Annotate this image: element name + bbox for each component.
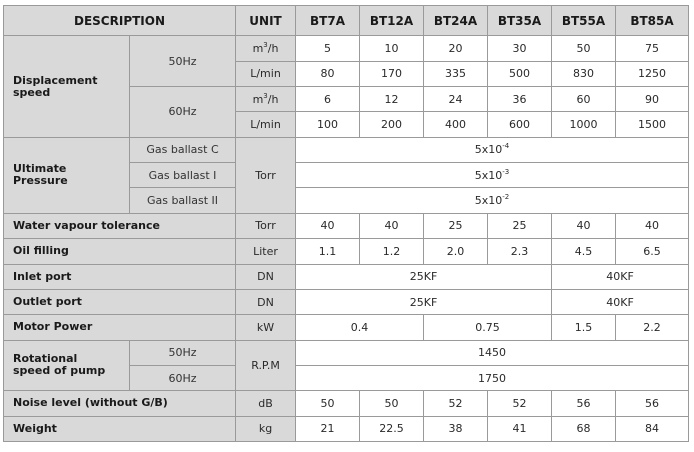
cell-value: 52 (488, 391, 552, 416)
oil-filling-row (4, 239, 689, 264)
header-model: BT12A (360, 6, 424, 36)
displacement-50hz-label: 50Hz (130, 36, 236, 87)
ultimate-pressure-label: Ultimate Pressure (4, 137, 130, 213)
outlet-port-label: Outlet port (4, 289, 236, 314)
cell-value: 600 (488, 112, 552, 137)
cell-value: 200 (360, 112, 424, 137)
spec-table (3, 5, 689, 442)
ultimate-row-c (4, 137, 689, 162)
weight-label: Weight (4, 416, 236, 441)
cell-value: 60 (552, 87, 616, 112)
ultimate-unit: Torr (236, 137, 296, 213)
inlet-port-unit: DN (236, 264, 296, 289)
rotational-50hz-label: 50Hz (130, 340, 236, 365)
cell-value: 2.0 (424, 239, 488, 264)
inlet-port-small: 25KF (296, 264, 552, 289)
inlet-port-label: Inlet port (4, 264, 236, 289)
ultimate-value: $5x10^{-4}$ (296, 137, 689, 162)
cell-value: 90 (616, 87, 689, 112)
unit-lmin: L/min (236, 112, 296, 137)
header-model: BT24A (424, 6, 488, 36)
unit-m3h: $m^3/h$ (236, 87, 296, 112)
header-model: BT55A (552, 6, 616, 36)
cell-value: 2.3 (488, 239, 552, 264)
cell-value: 25 (488, 213, 552, 238)
noise-level-row (4, 391, 689, 416)
cell-value: 56 (616, 391, 689, 416)
cell-value: 30 (488, 36, 552, 61)
cell-value: 400 (424, 112, 488, 137)
unit-lmin: L/min (236, 61, 296, 86)
inlet-port-large: 40KF (552, 264, 689, 289)
weight-row (4, 416, 689, 441)
rotational-60hz-value: 1750 (296, 365, 689, 390)
cell-value: 36 (488, 87, 552, 112)
inlet-port-row (4, 264, 689, 289)
cell-value: 6.5 (616, 239, 689, 264)
cell-value: 52 (424, 391, 488, 416)
cell-value: 40 (296, 213, 360, 238)
water-vapour-row (4, 213, 689, 238)
displacement-50hz-m3h-row (4, 36, 689, 61)
gas-ballast-label: Gas ballast C (130, 137, 236, 162)
cell-value: 170 (360, 61, 424, 86)
gas-ballast-label: Gas ballast II (130, 188, 236, 213)
displacement-label: Displacement speed (4, 36, 130, 137)
header-unit: UNIT (236, 6, 296, 36)
cell-value: 75 (616, 36, 689, 61)
noise-level-label: Noise level (without G/B) (4, 391, 236, 416)
rotational-unit: R.P.M (236, 340, 296, 391)
cell-value: 24 (424, 87, 488, 112)
weight-unit: kg (236, 416, 296, 441)
cell-value: 25 (424, 213, 488, 238)
noise-level-unit: dB (236, 391, 296, 416)
cell-value: 1.5 (552, 315, 616, 340)
ultimate-value: $5x10^{-2}$ (296, 188, 689, 213)
cell-value: 50 (360, 391, 424, 416)
cell-value: 38 (424, 416, 488, 441)
water-vapour-unit: Torr (236, 213, 296, 238)
cell-value: 2.2 (616, 315, 689, 340)
cell-value: 22.5 (360, 416, 424, 441)
outlet-port-large: 40KF (552, 289, 689, 314)
outlet-port-unit: DN (236, 289, 296, 314)
header-model: BT7A (296, 6, 360, 36)
cell-value: 84 (616, 416, 689, 441)
cell-value: 830 (552, 61, 616, 86)
header-model: BT85A (616, 6, 689, 36)
motor-power-label: Motor Power (4, 315, 236, 340)
cell-value: 1.1 (296, 239, 360, 264)
header-description: DESCRIPTION (4, 6, 236, 36)
rotational-50hz-value: 1450 (296, 340, 689, 365)
unit-m3h: $m^3/h$ (236, 36, 296, 61)
ultimate-value: $5x10^{-3}$ (296, 163, 689, 188)
cell-value: 0.4 (296, 315, 424, 340)
cell-value: 20 (424, 36, 488, 61)
cell-value: 41 (488, 416, 552, 441)
cell-value: 335 (424, 61, 488, 86)
cell-value: 1500 (616, 112, 689, 137)
cell-value: 40 (616, 213, 689, 238)
oil-filling-label: Oil filling (4, 239, 236, 264)
cell-value: 1000 (552, 112, 616, 137)
cell-value: 56 (552, 391, 616, 416)
cell-value: 68 (552, 416, 616, 441)
outlet-port-small: 25KF (296, 289, 552, 314)
cell-value: 12 (360, 87, 424, 112)
cell-value: 50 (296, 391, 360, 416)
cell-value: 50 (552, 36, 616, 61)
displacement-60hz-label: 60Hz (130, 87, 236, 138)
cell-value: 0.75 (424, 315, 552, 340)
water-vapour-label: Water vapour tolerance (4, 213, 236, 238)
rotational-50hz-row (4, 340, 689, 365)
rotational-60hz-label: 60Hz (130, 365, 236, 390)
cell-value: 4.5 (552, 239, 616, 264)
cell-value: 80 (296, 61, 360, 86)
cell-value: 40 (360, 213, 424, 238)
cell-value: 10 (360, 36, 424, 61)
gas-ballast-label: Gas ballast I (130, 163, 236, 188)
outlet-port-row (4, 289, 689, 314)
cell-value: 21 (296, 416, 360, 441)
cell-value: 1.2 (360, 239, 424, 264)
cell-value: 500 (488, 61, 552, 86)
cell-value: 100 (296, 112, 360, 137)
cell-value: 6 (296, 87, 360, 112)
cell-value: 1250 (616, 61, 689, 86)
rotational-speed-label: Rotational speed of pump (4, 340, 130, 391)
motor-power-row (4, 315, 689, 340)
oil-filling-unit: Liter (236, 239, 296, 264)
motor-power-unit: kW (236, 315, 296, 340)
cell-value: 40 (552, 213, 616, 238)
header-row (4, 6, 689, 36)
cell-value: 5 (296, 36, 360, 61)
header-model: BT35A (488, 6, 552, 36)
